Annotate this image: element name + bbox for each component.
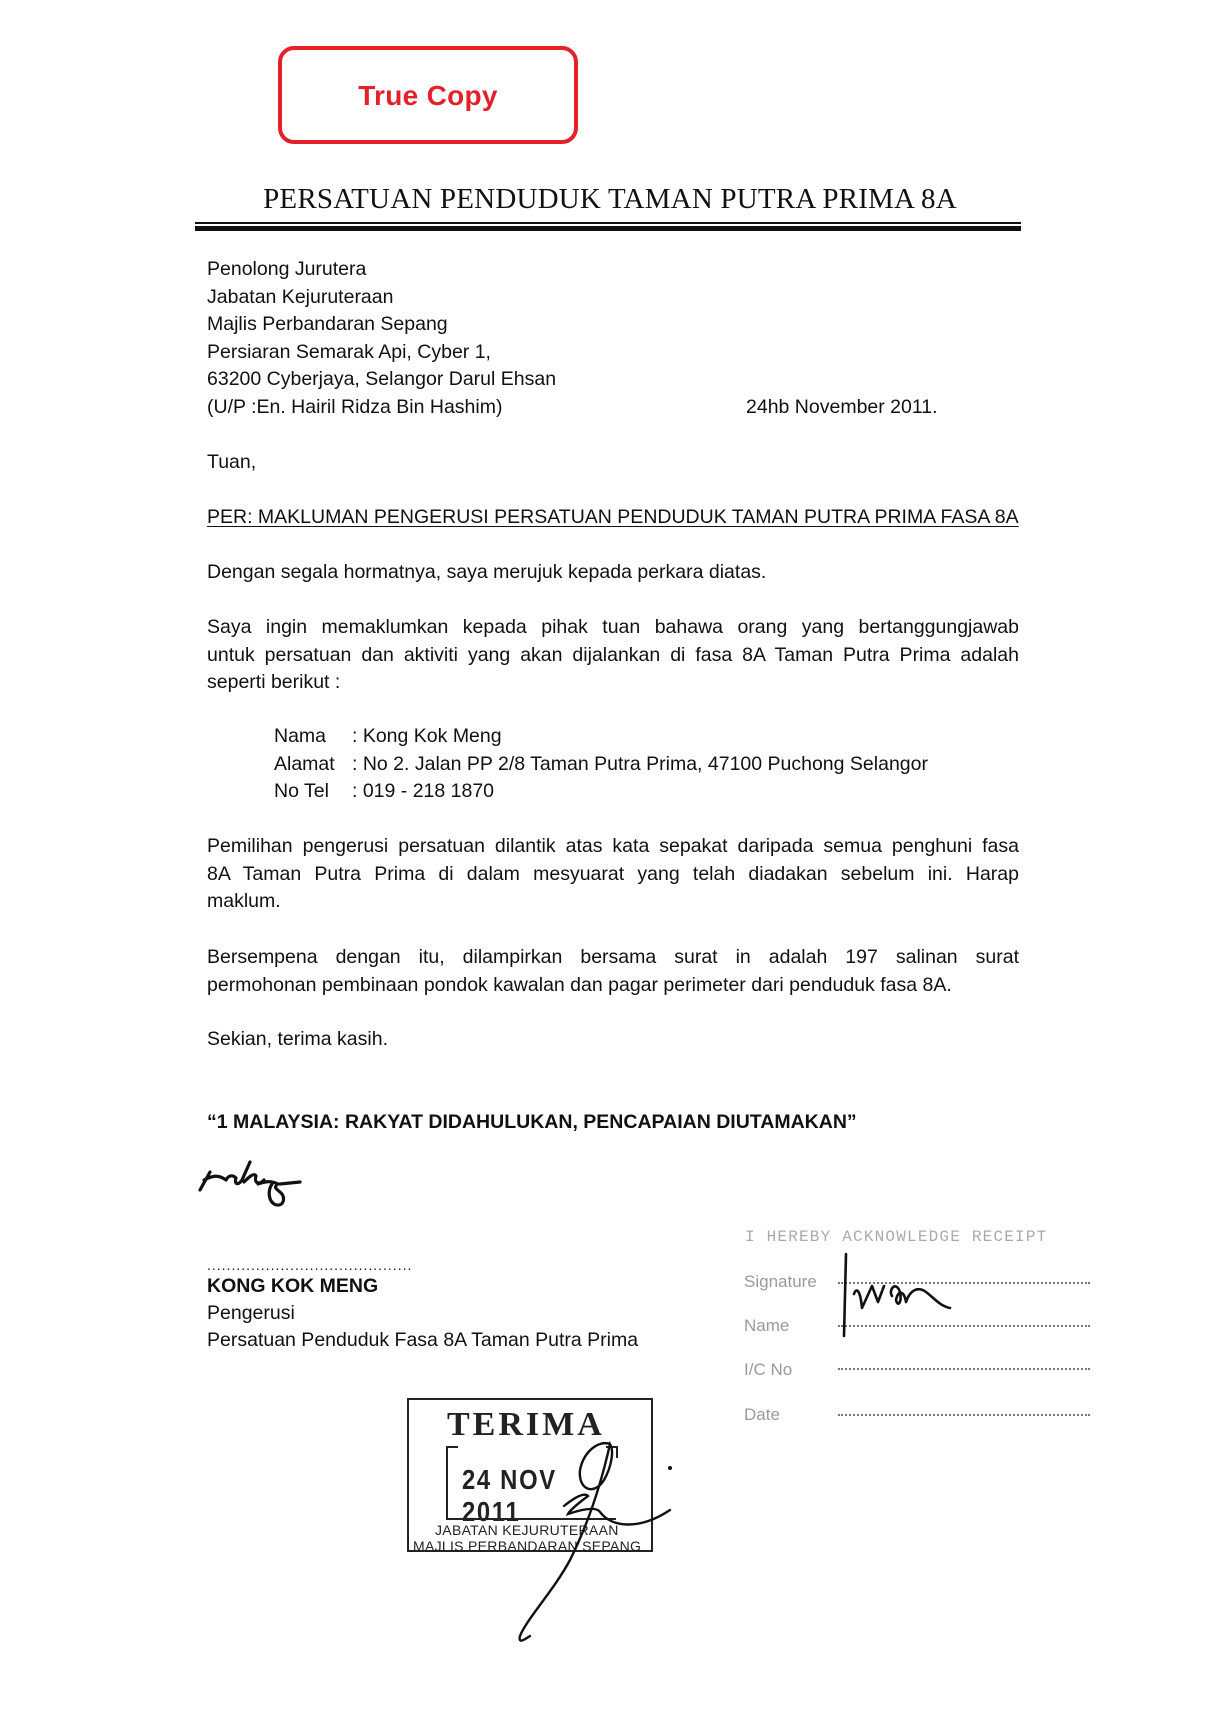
paragraph-line: 8A Taman Putra Prima di dalam mesyuarat yang telah diadakan sebelum ini. Harap [207,862,1019,885]
letterhead-rule-thick [195,226,1021,231]
true-copy-stamp [278,46,578,144]
recipient-line: (U/P :En. Hairil Ridza Bin Hashim) [207,395,503,418]
paragraph-line: Pemilihan pengerusi persatuan dilantik atas kata sepakat daripada semua penghuni fasa [207,835,1019,857]
paragraph-attachments [207,944,1019,999]
received-stamp-title: TERIMA [447,1406,605,1443]
detail-row-address [274,751,928,779]
ack-label-date: Date [744,1405,780,1424]
received-stamp-department: JABATAN KEJURUTERAAN [435,1522,619,1538]
paragraph-intro: Dengan segala hormatnya, saya merujuk kepada perkara diatas. [207,561,767,583]
true-copy-label: True Copy [358,80,498,111]
detail-value: : No 2. Jalan PP 2/8 Taman Putra Prima, 47100 Puchong Selangor [352,752,928,775]
detail-label: Nama [274,725,327,747]
ack-label-ic: I/C No [744,1360,793,1379]
letter-date: 24hb November 2011. [746,396,938,418]
recipient-line: Penolong Jurutera [207,258,367,280]
ack-label-name: Name [744,1316,790,1335]
letterhead-rule-thin [195,222,1021,224]
ack-field-date [838,1414,1090,1416]
letterhead-title: PERSATUAN PENDUDUK TAMAN PUTRA PRIMA 8A [263,183,957,215]
recipient-line: Persiaran Semarak Api, Cyber 1, [207,340,491,363]
signatory-role: Pengerusi [207,1302,295,1324]
subject-line: PER: MAKLUMAN PENGERUSI PERSATUAN PENDUDUK TAMAN PUTRA PRIMA FASA 8A [207,506,1019,528]
motto: “1 MALAYSIA: RAKYAT DIDAHULUKAN, PENCAPAIAN DIUTAMAKAN” [207,1111,857,1133]
receiver-signature-icon [840,1250,980,1340]
paragraph-line: permohonan pembinaan pondok kawalan dan pagar perimeter dari penduduk fasa 8A. [207,973,952,996]
signature-dotted-line: .......................................... [207,1257,413,1273]
ack-field-ic [838,1368,1090,1370]
recipient-line: 63200 Cyberjaya, Selangor Darul Ehsan [207,368,557,390]
detail-value: : Kong Kok Meng [352,725,502,747]
detail-label: Alamat [274,752,335,775]
paragraph-line: Bersempena dengan itu, dilampirkan bersama surat in adalah 197 salinan surat [207,946,1019,968]
received-stamp-council: MAJLIS PERBANDARAN SEPANG [413,1538,642,1554]
detail-row-phone [274,778,928,806]
signatory-name: KONG KOK MENG [207,1275,379,1297]
paragraph-responsible-person [207,614,1019,697]
ack-label-signature: Signature [744,1272,817,1291]
signatory-signature-icon [198,1150,338,1230]
chairman-details [274,723,928,806]
paragraph-line: maklum. [207,890,281,912]
acknowledgement-heading: I HEREBY ACKNOWLEDGE RECEIPT [745,1228,1048,1246]
salutation: Tuan, [207,451,257,473]
detail-value: : 019 - 218 1870 [352,780,495,802]
recipient-line: Jabatan Kejuruteraan [207,285,394,308]
paragraph-line: untuk persatuan dan aktiviti yang akan dijalankan di fasa 8A Taman Putra Prima adalah [207,643,1019,666]
recipient-address [207,256,556,421]
initials-scribble-icon [540,1440,720,1640]
paragraph-line: Saya ingin memaklumkan kepada pihak tuan bahawa orang yang bertanggungjawab [207,616,1019,638]
recipient-line: Majlis Perbandaran Sepang [207,313,448,335]
signatory-organisation: Persatuan Penduduk Fasa 8A Taman Putra Prima [207,1329,639,1351]
detail-label: No Tel [274,780,329,802]
detail-row-name [274,723,928,751]
received-stamp-date: 24 NOV 2011 [462,1464,557,1527]
paragraph-election [207,833,1019,916]
closing-line: Sekian, terima kasih. [207,1028,388,1050]
paragraph-line: seperti berikut : [207,671,341,693]
